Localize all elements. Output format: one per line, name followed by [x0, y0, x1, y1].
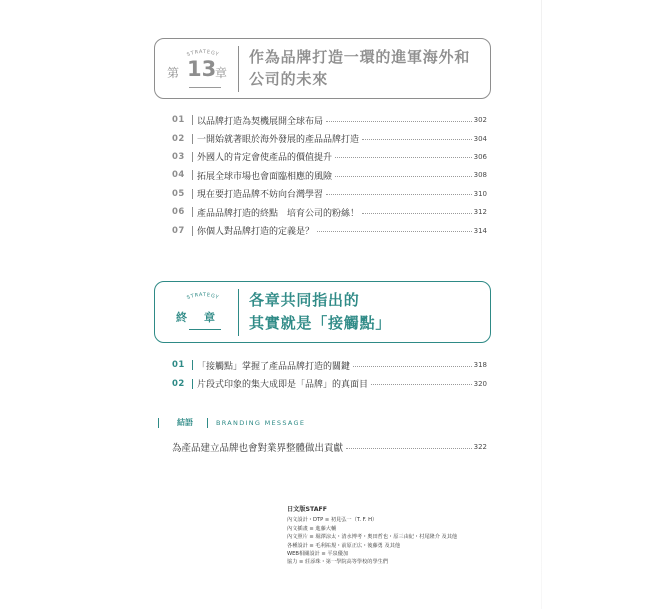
chapter-divider — [238, 46, 239, 92]
toc-text: 現在要打造品牌不妨向台灣學習 — [197, 190, 324, 201]
chapter-underline — [189, 329, 221, 330]
staff-row: WEB相關設計 ≡ 平泉優加 — [287, 551, 349, 558]
toc-leader-dots — [346, 448, 472, 449]
final-chapter-label: 終 章 — [176, 311, 218, 324]
toc-number: 03 — [172, 151, 185, 162]
toc-number: 07 — [172, 225, 185, 236]
toc-page: 308 — [473, 171, 487, 180]
toc-item[interactable] — [172, 148, 487, 166]
conclusion-label: 結語 — [177, 418, 193, 427]
toc-separator — [192, 134, 193, 144]
conclusion-header — [158, 417, 305, 428]
toc-separator — [192, 360, 193, 370]
conclusion-bar-mid — [207, 418, 208, 428]
chapter-title-line1: 作為品牌打造一環的進軍海外和 — [249, 48, 471, 66]
final-chapter-header — [154, 281, 491, 343]
page-edge — [541, 0, 542, 609]
chapter-prefix: 第 — [167, 66, 180, 80]
staff-row: 協力 ≡ 莊添珠・第一學院高等學校的學生們 — [287, 559, 389, 566]
staff-row: 內文照片 ≡ 堀澤涼太・清水博考・奧田哲也・原三由紀・村尾隆介 及其他 — [287, 534, 458, 541]
staff-row: 內文插畫 ≡ 進藤大輔 — [287, 525, 337, 532]
toc-page: 318 — [473, 361, 487, 370]
toc-leader-dots — [317, 231, 472, 232]
toc-text: 你個人對品牌打造的定義是？ — [197, 227, 315, 238]
toc-number: 01 — [172, 115, 185, 126]
toc-leader-dots — [353, 366, 472, 367]
toc-separator — [192, 170, 193, 180]
toc-separator — [192, 115, 193, 125]
toc-text: 外國人的肯定會使產品的價值提升 — [197, 153, 333, 164]
toc-number: 02 — [172, 378, 185, 389]
toc-page: 304 — [473, 134, 487, 143]
final-chapter-title-line2: 其實就是「接觸點」 — [249, 314, 392, 332]
chapter-13-header — [154, 38, 491, 99]
chapter-title — [249, 46, 470, 90]
toc-item[interactable] — [172, 221, 487, 239]
toc-page: 312 — [473, 208, 487, 217]
chapter-suffix: 章 — [215, 66, 228, 80]
toc-separator — [192, 226, 193, 236]
toc-leader-dots — [335, 176, 472, 177]
conclusion-bar-left — [158, 418, 159, 428]
toc-number: 01 — [172, 360, 185, 371]
toc-text: 一開始就著眼於海外發展的產品品牌打造 — [197, 135, 360, 146]
toc-separator — [192, 207, 193, 217]
conclusion-page: 322 — [473, 443, 487, 451]
final-chapter-title-line1: 各章共同指出的 — [249, 291, 360, 309]
toc-item[interactable] — [172, 356, 487, 374]
conclusion-text: 為產品建立品牌也會對業界整體做出貢獻 — [172, 443, 344, 454]
toc-page: 320 — [473, 379, 487, 388]
conclusion-english: BRANDING MESSAGE — [216, 418, 306, 427]
toc-separator — [192, 152, 193, 162]
chapter-title-line2: 公司的未來 — [249, 70, 329, 88]
chapter-underline — [189, 87, 221, 88]
toc-number: 06 — [172, 207, 185, 218]
staff-row: 各種設計 ≡ 毛利祐規・前原正広・後藤勇 及其他 — [287, 542, 401, 549]
toc-leader-dots — [326, 194, 472, 195]
chapter-13-toc — [172, 111, 487, 240]
toc-leader-dots — [326, 121, 472, 122]
toc-item[interactable] — [172, 374, 487, 392]
svg-text:STRATEGY: STRATEGY — [186, 48, 220, 59]
toc-page: 310 — [473, 189, 487, 198]
toc-number: 02 — [172, 133, 185, 144]
toc-item[interactable] — [172, 111, 487, 129]
final-chapter-title — [249, 289, 391, 335]
toc-item[interactable] — [172, 203, 487, 221]
toc-item[interactable] — [172, 185, 487, 203]
svg-text:STRATEGY: STRATEGY — [186, 291, 220, 302]
toc-separator — [192, 189, 193, 199]
staff-title: 日文版STAFF — [287, 506, 328, 513]
toc-text: 片段式印象的集大成即是「品牌」的真面目 — [197, 380, 369, 391]
conclusion-item[interactable] — [172, 439, 487, 455]
chapter-number: 13 — [187, 57, 217, 81]
final-chapter-toc — [172, 356, 487, 393]
strategy-arc-label — [173, 288, 233, 304]
staff-row: 內文設計・DTP ≡ 初見弘一（T. F. H） — [287, 517, 378, 524]
toc-leader-dots — [362, 213, 472, 214]
toc-page: 306 — [473, 152, 487, 161]
chapter-divider — [238, 289, 239, 336]
toc-leader-dots — [335, 157, 472, 158]
toc-text: 拓展全球市場也會面臨相應的風險 — [197, 171, 333, 182]
toc-number: 04 — [172, 170, 185, 181]
toc-item[interactable] — [172, 166, 487, 184]
toc-text: 以品牌打造為契機展開全球布局 — [197, 116, 324, 127]
toc-item[interactable] — [172, 129, 487, 147]
toc-text: 產品品牌打造的終點 培育公司的粉絲！ — [197, 208, 360, 219]
toc-separator — [192, 379, 193, 389]
toc-leader-dots — [371, 384, 472, 385]
toc-page: 314 — [473, 226, 487, 235]
staff-credits — [287, 506, 457, 567]
toc-leader-dots — [362, 139, 472, 140]
toc-text: 「接觸點」掌握了產品品牌打造的關鍵 — [197, 361, 351, 372]
toc-page: 302 — [473, 116, 487, 125]
toc-number: 05 — [172, 188, 185, 199]
